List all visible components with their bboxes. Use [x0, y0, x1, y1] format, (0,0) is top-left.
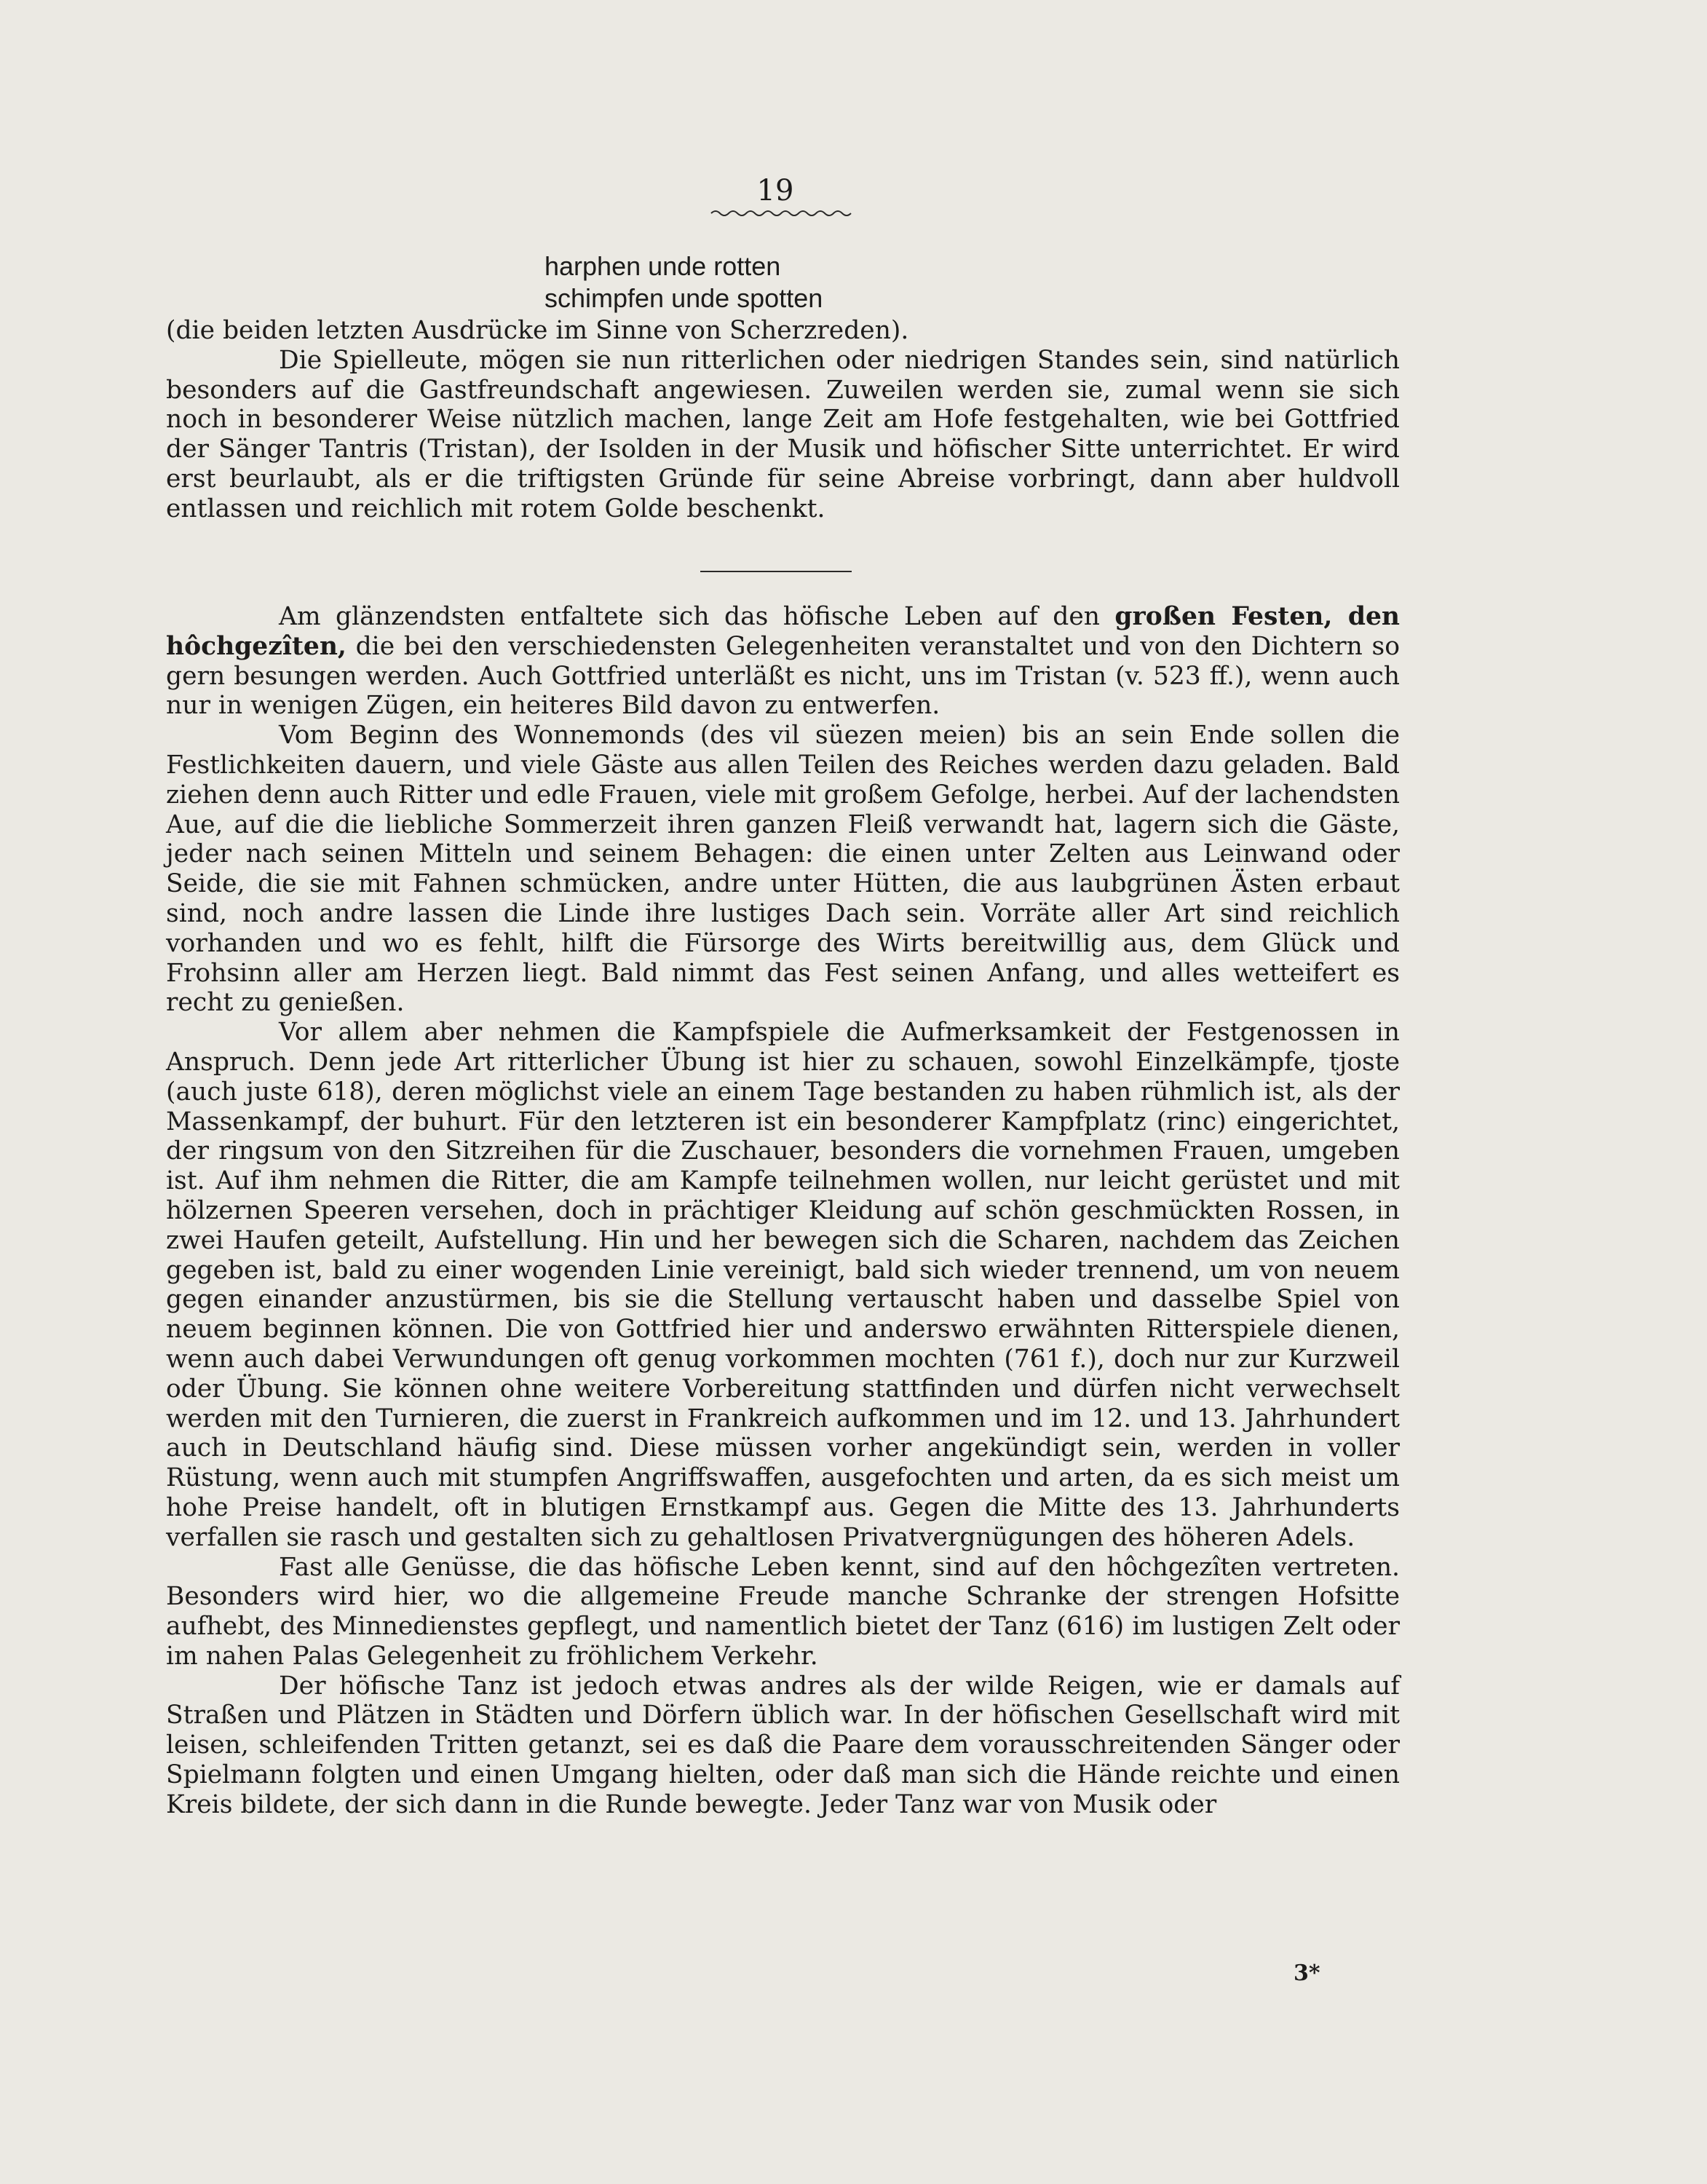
page-number: 19: [756, 174, 794, 207]
section-divider: [700, 571, 852, 572]
signature-mark: 3*: [1294, 1961, 1320, 1986]
paragraph: Vor allem aber nehmen die Kampfspiele die Aufmerksamkeit der Festgenossen in Anspruch. Denn jede Art ritterlicher Übung ist hier zu schauen, sowohl Einzelkämpfe, tjoste (auch juste 618), deren möglichst viele an einem Tage bestanden zu haben rühmlich ist, als der Massenkampf, der buhurt. Für den letzteren ist ein besonderer Kampfplatz (rinc) eingerichtet, der ringsum von den Sitzreihen für die Zuschauer, besonders die vornehmen Frauen, umgeben ist. Auf ihm nehmen die Ritter, die am Kampfe teilnehmen wollen, nur leicht gerüstet und mit hölzernen Speeren versehen, doch in prächtiger Kleidung auf schön geschmückten Rossen, in zwei Haufen geteilt, Aufstellung. Hin und her bewegen sich die Scharen, nachdem das Zeichen gegeben ist, bald zu einer wogenden Linie vereinigt, bald sich wieder trennend, um von neuem gegen einander anzustürmen, bis sie die Stellung vertauscht haben und dasselbe Spiel von neuem beginnen können. Die von Gottfried hier und anderswo erwähnten Ritterspiele dienen, wenn auch dabei Verwundungen oft genug vorkommen mochten (761 f.), doch nur zur Kurzweil oder Übung. Sie können ohne weitere Vorbereitung stattfinden und dürfen nicht verwechselt werden mit den Turnieren, die zuerst in Frankreich aufkommen und im 12. und 13. Jahrhundert auch in Deutschland häufig sind. Diese müssen vorher angekündigt sein, werden in voller Rüstung, wenn auch mit stumpfen Angriffswaffen, ausgefochten und arten, da es sich meist um hohe Preise handelt, oft in blutigen Ernstkampf aus. Gegen die Mitte des 13. Jahrhunderts verfallen sie rasch und gestalten sich zu gehaltlosen Privatvergnügungen des höheren Adels.: [166, 1018, 1400, 1552]
paragraph: Der höfische Tanz ist jedoch etwas andres als der wilde Reigen, wie er damals auf Straßen und Plätzen in Städten und Dörfern üblich war. In der höfischen Gesellschaft wird mit leisen, schleifenden Tritten getanzt, sei es daß die Paare dem vorausschreitenden Sänger oder Spielmann folgten und einen Umgang hielten, oder daß man sich die Hände reichte und einen Kreis bildete, der sich dann in die Runde bewegte. Jeder Tanz war von Musik oder: [166, 1671, 1400, 1819]
paragraph: Vom Beginn des Wonnemonds (des vil süezen meien) bis an sein Ende sollen die Festlichkeiten dauern, und viele Gäste aus allen Teilen des Reiches werden dazu geladen. Bald ziehen denn auch Ritter und edle Frauen, viele mit großem Gefolge, herbei. Auf der lachendsten Aue, auf die die liebliche Sommerzeit ihren ganzen Fleiß verwandt hat, lagern sich die Gäste, jeder nach seinen Mitteln und seinem Behagen: die einen unter Zelten aus Leinwand oder Seide, die sie mit Fahnen schmücken, andre unter Hütten, die aus laubgrünen Ästen erbaut sind, noch andre lassen die Linde ihre lustiges Dach sein. Vorräte aller Art sind reichlich vorhanden und wo es fehlt, hilft die Fürsorge des Wirts bereitwillig aus, dem Glück und Frohsinn aller am Herzen liegt. Bald nimmt das Fest seinen Anfang, und alles wetteifert es recht zu genießen.: [166, 721, 1400, 1018]
verse-note: (die beiden letzten Ausdrücke im Sinne von Scherzreden).: [166, 316, 909, 345]
section-one: [166, 316, 1400, 524]
paragraph: Die Spielleute, mögen sie nun ritterlichen oder niedrigen Standes sein, sind natürlich besonders auf die Gastfreundschaft angewiesen. Zuweilen werden sie, zumal wenn sie sich noch in besonderer Weise nützlich machen, lange Zeit am Hofe festgehalten, wie bei Gottfried der Sänger Tantris (Tristan), der Isolden in der Musik und höfischer Sitte unterrichtet. Er wird erst beurlaubt, als er die triftigsten Gründe für seine Abreise vorbringt, dann aber huldvoll entlassen und reichlich mit rotem Golde beschenkt.: [166, 345, 1400, 523]
verse-line: harphen unde rotten: [544, 251, 781, 281]
paragraph: [166, 602, 1400, 721]
wavy-ornament-icon: [710, 208, 855, 218]
verse-line: schimpfen unde spotten: [544, 283, 823, 313]
paragraph-text: die bei den verschiedensten Gelegenheiten veranstaltet und von den Dichtern so gern besungen werden. Auch Gottfried unterläßt es nicht, uns im Tristan (v. 523 ff.), wenn auch nur in wenigen Zügen, ein heiteres Bild davon zu entwerfen.: [166, 631, 1401, 721]
paragraph-text: Am glänzendsten entfaltete sich das höfische Leben auf den: [279, 602, 1100, 631]
section-two: [166, 602, 1400, 1820]
emphasized-term: großen Festen, den hôchgezîten,: [166, 602, 1401, 661]
paragraph: Fast alle Genüsse, die das höfische Leben kennt, sind auf den hôchgezîten vertreten. Besonders wird hier, wo die allgemeine Freude manche Schranke der strengen Hofsitte aufhebt, des Minnedienstes gepflegt, und namentlich bietet der Tanz (616) im lustigen Zelt oder im nahen Palas Gelegenheit zu fröhlichem Verkehr.: [166, 1552, 1400, 1671]
